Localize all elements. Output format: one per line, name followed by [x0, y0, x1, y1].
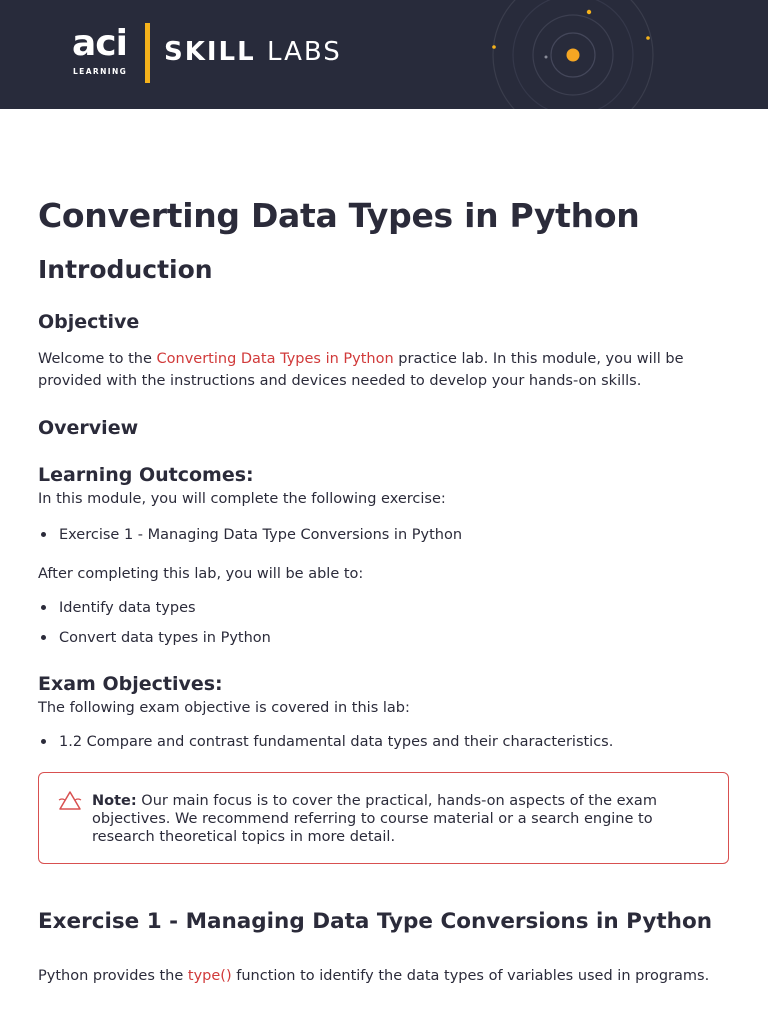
- objective-heading: Objective: [38, 311, 140, 333]
- list-item: [38, 525, 462, 545]
- exam-objectives-heading: Exam Objectives:: [38, 673, 223, 695]
- note-callout: [38, 772, 729, 864]
- list-item: [38, 628, 271, 648]
- page-title: Converting Data Types in Python: [38, 196, 640, 235]
- exercise-1-heading: Exercise 1 - Managing Data Type Conversions in Python: [38, 909, 713, 934]
- exercise-1-paragraph: [38, 965, 728, 987]
- logo-learning-text: LEARNING: [73, 67, 128, 76]
- note-line-3: research theoretical topics in more detail.: [92, 829, 396, 845]
- lab-title-link[interactable]: Converting Data Types in Python: [156, 351, 394, 367]
- skill-item-text: Convert data types in Python: [59, 630, 271, 646]
- logo-labs-text: LABS: [267, 37, 342, 67]
- list-item: [38, 732, 613, 752]
- learning-outcomes-intro: In this module, you will complete the following exercise:: [38, 491, 446, 507]
- page-header: [0, 0, 768, 109]
- warning-triangle-icon: [58, 790, 82, 812]
- after-lab-text: After completing this lab, you will be able to:: [38, 566, 364, 582]
- exercise-text-after: function to identify the data types of variables used in programs.: [231, 968, 710, 984]
- objective-text-after: practice lab. In this module, you will be provided with the instructions and devices needed to develop your hands-on skills.: [38, 351, 684, 389]
- note-label: Note:: [92, 793, 137, 809]
- exercise-text-before: Python provides the: [38, 968, 188, 984]
- logo-skill-text: SKILL: [164, 37, 256, 67]
- list-item: [38, 598, 196, 618]
- note-line-2: objectives. We recommend referring to course material or a search engine to: [92, 811, 653, 827]
- note-line-1: Our main focus is to cover the practical, hands-on aspects of the exam: [136, 793, 657, 809]
- learning-outcomes-heading: Learning Outcomes:: [38, 464, 254, 486]
- exam-objectives-intro: The following exam objective is covered in this lab:: [38, 700, 410, 716]
- note-text: [92, 792, 692, 846]
- logo-aci-text: aci: [72, 23, 127, 64]
- introduction-heading: Introduction: [38, 255, 213, 284]
- logo-divider-bar: [145, 23, 150, 83]
- skill-item-text: Identify data types: [59, 600, 196, 616]
- overview-heading: Overview: [38, 417, 139, 439]
- type-function-code: type(): [187, 968, 232, 984]
- exam-objective-text: 1.2 Compare and contrast fundamental data types and their characteristics.: [59, 734, 614, 750]
- orbit-decoration-icon: [470, 0, 690, 109]
- objective-text-before: Welcome to the: [38, 351, 157, 367]
- exercise-item-text: Exercise 1 - Managing Data Type Conversions in Python: [59, 527, 463, 543]
- objective-paragraph: [38, 348, 728, 392]
